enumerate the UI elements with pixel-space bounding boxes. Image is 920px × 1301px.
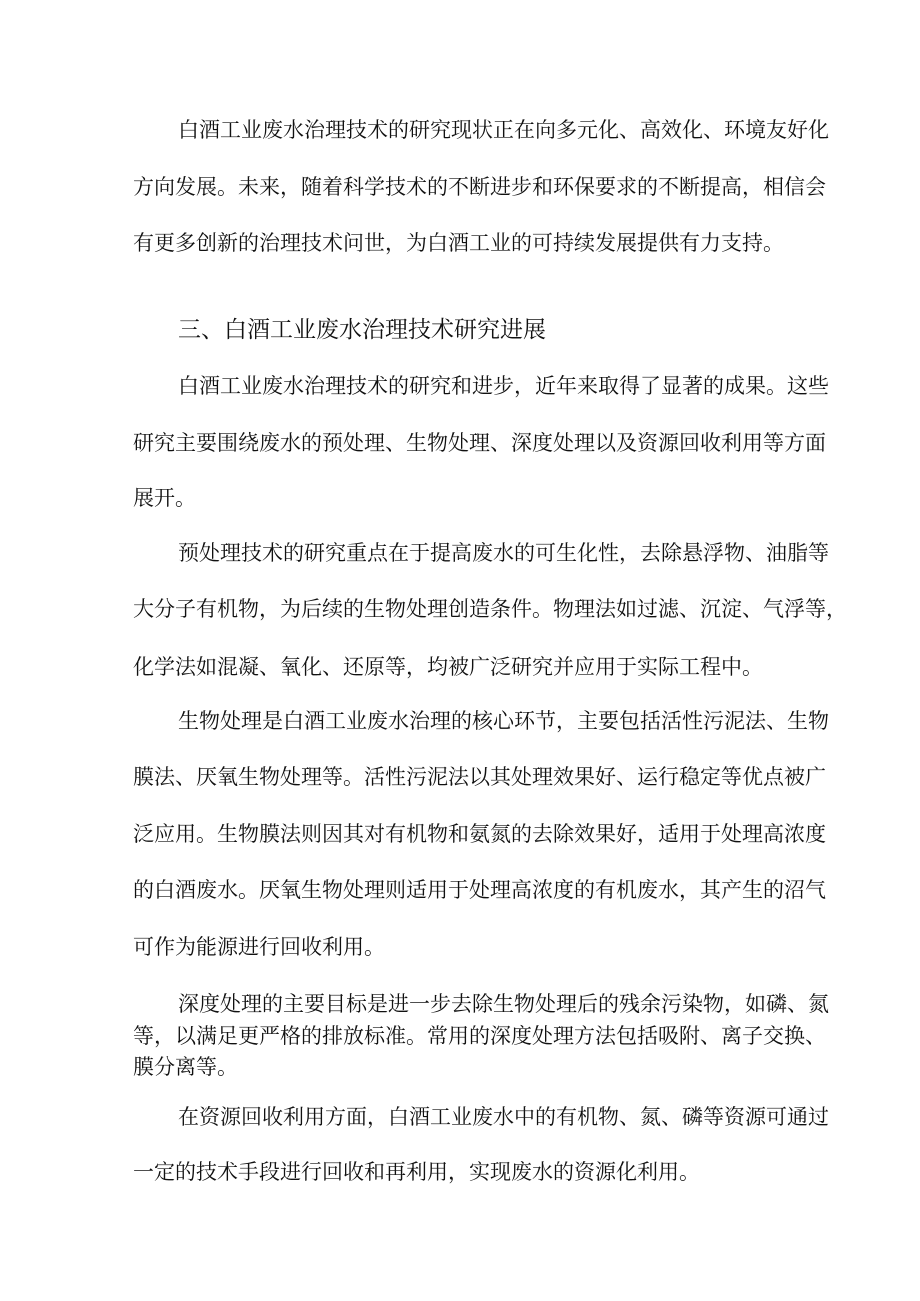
- text-line: 等，以满足更严格的排放标准。常用的深度处理方法包括吸附、离子交换、: [133, 1024, 826, 1048]
- text-line: 在资源回收利用方面，白酒工业废水中的有机物、氮、磷等资源可通过: [178, 1105, 829, 1129]
- text-line: 白酒工业废水治理技术的研究现状正在向多元化、高效化、环境友好化: [178, 118, 829, 142]
- text-line: 膜法、厌氧生物处理等。活性污泥法以其处理效果好、运行稳定等优点被广: [133, 765, 826, 789]
- text-line: 展开。: [133, 486, 196, 510]
- text-line: 预处理技术的研究重点在于提高废水的可生化性，去除悬浮物、油脂等: [178, 541, 829, 565]
- text-line: 膜分离等。: [133, 1055, 238, 1079]
- text-line: 白酒工业废水治理技术的研究和进步，近年来取得了显著的成果。这些: [178, 374, 829, 398]
- text-line: 泛应用。生物膜法则因其对有机物和氨氮的去除效果好，适用于处理高浓度: [133, 822, 826, 846]
- text-line: 的白酒废水。厌氧生物处理则适用于处理高浓度的有机废水，其产生的沼气: [133, 878, 826, 902]
- text-line: 可作为能源进行回收利用。: [133, 935, 385, 959]
- section-heading: 三、白酒工业废水治理技术研究进展: [178, 317, 546, 343]
- text-line: 有更多创新的治理技术问世，为白酒工业的可持续发展提供有力支持。: [133, 231, 784, 255]
- text-line: 大分子有机物，为后续的生物处理创造条件。物理法如过滤、沉淀、气浮等，: [133, 597, 847, 621]
- text-line: 深度处理的主要目标是进一步去除生物处理后的残余污染物，如磷、氮: [178, 992, 829, 1016]
- text-line: 化学法如混凝、氧化、还原等，均被广泛研究并应用于实际工程中。: [133, 655, 763, 679]
- text-line: 一定的技术手段进行回收和再利用，实现废水的资源化利用。: [133, 1160, 700, 1184]
- text-line: 生物处理是白酒工业废水治理的核心环节，主要包括活性污泥法、生物: [178, 709, 829, 733]
- text-line: 研究主要围绕废水的预处理、生物处理、深度处理以及资源回收利用等方面: [133, 431, 826, 455]
- text-line: 方向发展。未来，随着科学技术的不断进步和环保要求的不断提高，相信会: [133, 175, 826, 199]
